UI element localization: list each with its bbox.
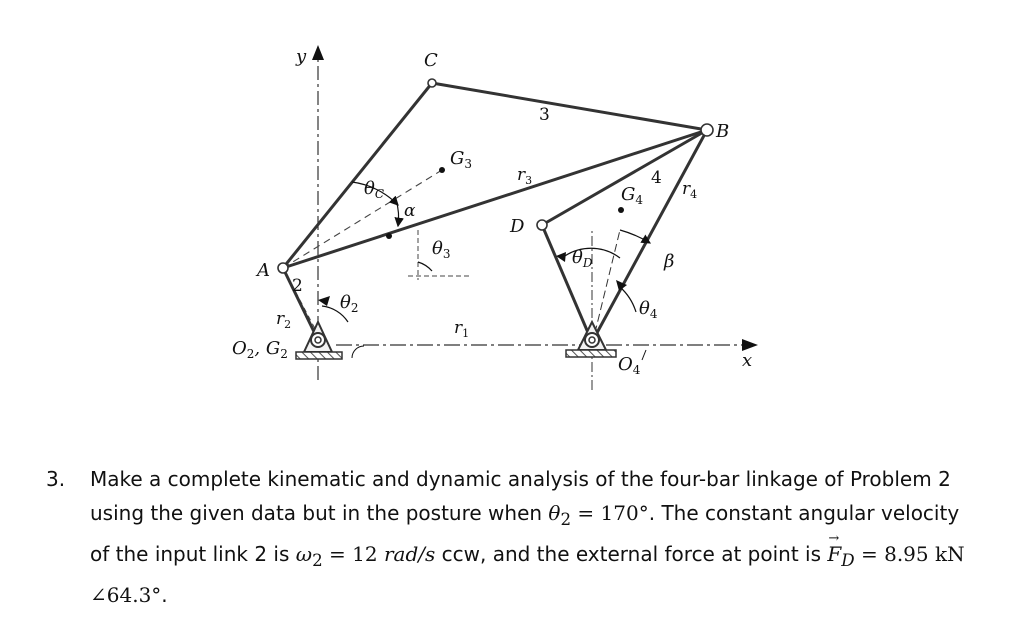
beta-arc [620,230,650,243]
label-b: B [716,121,730,142]
force-vector-symbol: → F [827,537,841,571]
theta2-value: = 170° [571,501,649,525]
omega-unit: rad/s [383,542,436,566]
joint-c [428,79,436,87]
joint-a [278,263,288,273]
problem-text-2: . The constant angular velocity of the input link 2 is [90,501,960,566]
omega-value: = 12 [322,542,384,566]
label-theta-d: $\theta_D$ [572,247,593,270]
point-g3 [439,167,445,173]
omega-symbol: ω [295,542,313,566]
label-r3: $r_3$ [517,165,533,187]
link-3-cb [432,83,707,130]
label-a: A [257,260,270,281]
problem-text [90,462,976,612]
theta2-arrow-icon [318,296,330,306]
force-value: = 8.95 kN ∠64.3° [90,542,965,607]
joint-b [701,124,713,136]
joint-d [537,220,547,230]
link-4-do4 [542,225,592,342]
label-beta: β [664,251,675,272]
label-r4: $r_4$ [682,179,698,201]
theta4-arc [620,287,636,312]
x-axis-label: x [742,350,753,371]
label-d: D [510,216,525,237]
problem-number: 3. [46,467,66,491]
o2-leader-line [352,346,364,358]
label-r2: $r_2$ [276,309,292,331]
r4-leader-line [642,350,646,360]
label-theta3: $\theta_3$ [432,238,451,261]
theta3-arc [418,262,432,271]
theta2-subscript: 2 [560,510,572,529]
label-alpha: α [404,201,416,221]
point-g4 [618,207,624,213]
label-theta-c: $\theta_C$ [364,178,385,201]
problem-text-4: . [161,583,168,607]
a-to-g3-dashed [283,170,442,268]
point-alpha [386,233,392,239]
label-g3: $G_3$ [450,148,473,171]
problem-text-3: ccw, and the external force at point is [435,542,828,566]
ground-pivot-o2 [296,322,342,359]
o4-ref-line [592,230,620,345]
problem-text-1: Make a complete kinematic and dynamic analysis of the four-bar linkage of Problem 2 using the given data but in the posture when [90,467,951,525]
y-axis-label: y [296,46,307,67]
force-subscript: D [841,551,855,570]
theta2-symbol: θ [548,501,561,525]
label-g4: $G_4$ [621,184,644,207]
problem-statement [46,462,976,612]
label-c: C [424,50,438,71]
ground-pivot-o4 [566,322,616,357]
label-r1: $r_1$ [454,318,470,340]
label-o2-g2: $O_2$, $G_2$ [232,338,288,361]
omega-subscript: 2 [312,551,323,570]
label-link-2: 2 [292,276,303,296]
label-link-4: 4 [651,168,662,188]
link-3-ac [283,83,432,268]
label-theta4: $\theta_4$ [639,298,658,321]
label-theta2: $\theta_2$ [340,292,359,315]
label-o4: $O_4$ [618,354,641,377]
y-axis-arrow-icon [312,45,324,60]
label-link-3: 3 [539,105,550,125]
